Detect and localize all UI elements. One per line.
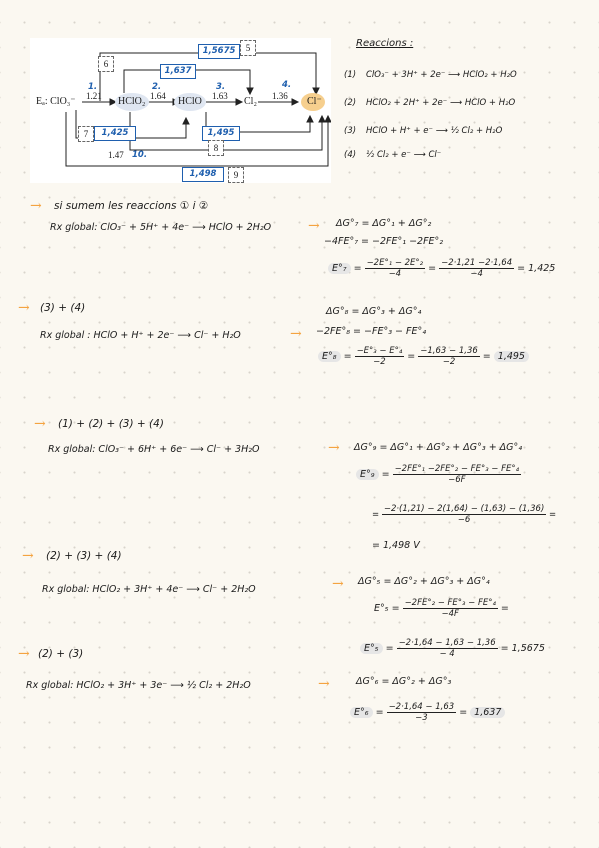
- section-3-lhs: E°₉: [356, 469, 379, 480]
- section-4-formula: E°₅ = $\frac{\text{−2FE°₂ − FE°₃ − FE°₄}}{-4F}$ =: [374, 598, 509, 619]
- section-3-num2: −2·(1,21) − 2(1,64) − (1,63) − (1,36): [383, 504, 545, 514]
- species-hclo2: HClO₂: [118, 96, 146, 107]
- step-tag-1: 1.: [88, 82, 98, 92]
- section-3-dg: ΔG°₉ = ΔG°₁ + ΔG°₂ + ΔG°₃ + ΔG°₄: [354, 442, 523, 453]
- section-4-formula-2: E°₅ = $\frac{-2\cdot 1,64 - 1,63 - 1,36}{- 4}$ = 1,5675: [360, 638, 545, 659]
- section-1-heading: si sumem les reaccions ① i ②: [54, 200, 209, 212]
- section-5-lhs: E°₆: [350, 707, 373, 718]
- section-4-result-arrow-icon: →: [332, 576, 344, 592]
- section-4-den2: − 4: [439, 649, 455, 659]
- section-1-arrow-icon: →: [30, 198, 42, 214]
- section-2-heading: (3) + (4): [40, 302, 86, 314]
- section-3-result: = 1,498 V: [372, 540, 420, 551]
- reaction-4-equation: ½ Cl₂ + e⁻ ⟶ Cl⁻: [366, 150, 442, 160]
- box-7-value: 1,425: [94, 126, 136, 141]
- section-5-den2: −3: [415, 713, 428, 723]
- section-4-num1: −2FE°₂ − FE°₃ − FE°₄: [404, 598, 496, 608]
- section-2-num1: −E°₃ − E°₄: [356, 346, 403, 356]
- section-4-dg: ΔG°₅ = ΔG°₂ + ΔG°₃ + ΔG°₄: [358, 576, 490, 587]
- section-3-den2: −6: [457, 515, 471, 525]
- ten-tag: 10.: [132, 150, 148, 160]
- section-2-formula: E°₈ = $\frac{\text{−E°₃ − E°₄}}{-2}$ = $\frac{-1,63 - 1,36}{-2}$ = 1,495: [318, 346, 529, 367]
- section-5-result: 1,637: [470, 707, 505, 718]
- reaction-2-equation: HClO₂ + 2H⁺ + 2e⁻ ⟶ HClO + H₂O: [366, 98, 516, 108]
- species-cl-minus: Cl⁻: [307, 96, 322, 107]
- section-1-dg: ΔG°₇ = ΔG°₁ + ΔG°₂: [336, 218, 432, 229]
- section-1-result-arrow-icon: →: [308, 218, 320, 234]
- ten-value: 1.47: [108, 150, 124, 160]
- section-5-formula: E°₆ = $\frac{-2\cdot 1,64 - 1,63}{-3}$ = 1,637: [350, 702, 505, 723]
- step-value-1: 1.21: [86, 91, 102, 101]
- box-5-value: 1,5675: [198, 44, 240, 59]
- section-4-lhs-2: E°₅: [360, 643, 383, 654]
- box-9-id: 9: [228, 167, 244, 183]
- species-hclo: HClO: [178, 96, 202, 107]
- section-2-fe: −2FE°₈ = −FE°₃ − FE°₄: [316, 326, 427, 337]
- section-3-rx: Rx global: ClO₃⁻ + 6H⁺ + 6e⁻ ⟶ Cl⁻ + 3H₂O: [48, 444, 260, 455]
- section-1-fe: −4FE°₇ = −2FE°₁ −2FE°₂: [324, 236, 444, 247]
- section-1-lhs: E°₇: [328, 263, 351, 274]
- section-2-arrow-icon: →: [18, 300, 30, 316]
- box-8-value: 1,495: [202, 126, 240, 141]
- section-2-result-arrow-icon: →: [290, 326, 302, 342]
- diagram-start-label: Eₐ: ClO₃⁻: [36, 96, 76, 107]
- section-5-heading: (2) + (3): [38, 648, 84, 660]
- section-3-den1: −6F: [448, 475, 466, 485]
- box-5-id: 5: [240, 40, 256, 56]
- step-tag-3: 3.: [216, 82, 226, 92]
- section-4-den1: −4F: [441, 609, 459, 619]
- section-3-formula: E°₉ = $\frac{\text{−2FE°₁ −2FE°₂ − FE°₃ − FE°₄}}{-6F}$: [356, 464, 521, 485]
- reaction-1-number: (1): [344, 70, 357, 80]
- box-9-value: 1,498: [182, 167, 224, 182]
- step-value-2: 1.64: [150, 91, 166, 101]
- section-3-arrow-icon: →: [34, 416, 46, 432]
- section-5-result-arrow-icon: →: [318, 676, 330, 692]
- latimer-diagram: [30, 38, 331, 183]
- box-7-id: 7: [78, 126, 94, 142]
- reaction-3-number: (3): [344, 126, 357, 136]
- section-2-dg: ΔG°₈ = ΔG°₃ + ΔG°₄: [326, 306, 422, 317]
- step-tag-4: 4.: [282, 80, 292, 90]
- section-1-formula: E°₇ = $\frac{\text{−2E°₁ − 2E°₂}}{-4}$ = $\frac{-2\cdot 1,21 -2\cdot 1,64}{-4}$ = 1,425: [328, 258, 555, 279]
- section-2-den2: −2: [442, 357, 456, 367]
- section-2-den1: −2: [373, 357, 386, 367]
- section-1-num2: −2·1,21 −2·1,64: [441, 258, 513, 268]
- section-1-num1: −2E°₁ − 2E°₂: [366, 258, 424, 268]
- section-4-result: 1,5675: [511, 643, 545, 654]
- species-cl2: Cl₂: [244, 96, 257, 107]
- box-6-id: 6: [98, 56, 114, 72]
- section-1-result: 1,425: [528, 263, 556, 274]
- section-3-heading: (1) + (2) + (3) + (4): [58, 418, 164, 430]
- step-value-3: 1.63: [212, 91, 228, 101]
- reaction-1-equation: ClO₃⁻ + 3H⁺ + 2e⁻ ⟶ HClO₂ + H₂O: [366, 70, 517, 80]
- step-value-4: 1.36: [272, 91, 288, 101]
- section-5-rx: Rx global: HClO₂ + 3H⁺ + 3e⁻ ⟶ ½ Cl₂ + 2H₂O: [26, 680, 251, 691]
- section-1-den1: −4: [388, 269, 402, 279]
- section-4-arrow-icon: →: [22, 548, 34, 564]
- section-3-formula-2: = $\frac{-2\cdot(1,21) - 2(1,64) - (1,63) - (1,36)}{-6}$ =: [372, 504, 557, 525]
- section-2-rx: Rx global : HClO + H⁺ + 2e⁻ ⟶ Cl⁻ + H₂O: [40, 330, 241, 341]
- reaction-4-number: (4): [344, 150, 357, 160]
- section-2-result: 1,495: [494, 351, 529, 362]
- section-4-heading: (2) + (3) + (4): [46, 550, 122, 562]
- section-4-rx: Rx global: HClO₂ + 3H⁺ + 4e⁻ ⟶ Cl⁻ + 2H₂O: [42, 584, 256, 595]
- reactions-title: Reaccions :: [356, 38, 414, 49]
- section-5-num2: −2·1,64 − 1,63: [388, 702, 455, 712]
- reaction-3-equation: HClO + H⁺ + e⁻ ⟶ ½ Cl₂ + H₂O: [366, 126, 503, 136]
- section-5-dg: ΔG°₆ = ΔG°₂ + ΔG°₃: [356, 676, 452, 687]
- section-4-lhs: E°₅: [374, 603, 389, 614]
- box-8-id: 8: [208, 140, 224, 156]
- section-5-arrow-icon: →: [18, 646, 30, 662]
- section-1-den2: −4: [470, 269, 483, 279]
- section-2-lhs: E°₈: [318, 351, 341, 362]
- section-4-num2: −2·1,64 − 1,63 − 1,36: [398, 638, 496, 648]
- box-6-value: 1,637: [160, 64, 196, 79]
- section-1-rx: Rx global: ClO₃⁻ + 5H⁺ + 4e⁻ ⟶ HClO + 2H₂O: [50, 222, 272, 233]
- reaction-2-number: (2): [344, 98, 357, 108]
- section-3-result-arrow-icon: →: [328, 440, 340, 456]
- diagram-lines: [30, 38, 331, 183]
- section-2-num2: −1,63 − 1,36: [420, 346, 478, 356]
- section-3-num1: −2FE°₁ −2FE°₂ − FE°₃ − FE°₄: [394, 464, 520, 474]
- step-tag-2: 2.: [152, 82, 162, 92]
